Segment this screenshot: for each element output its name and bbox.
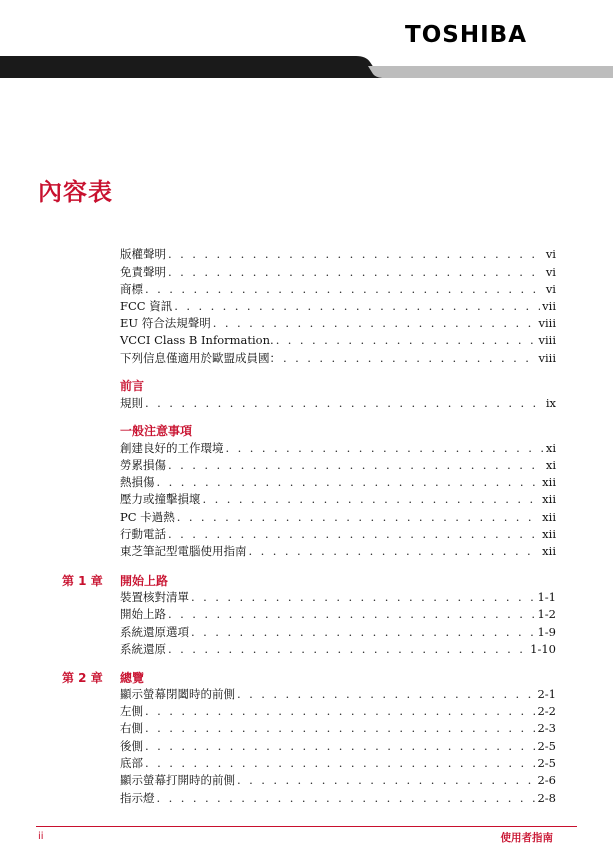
toc-entry[interactable]: 商標 . . . vi [120, 281, 556, 297]
toc-entry[interactable]: 規則 . . . ix [120, 395, 556, 411]
toc-entry[interactable]: 系統還原選項 . . . 1-9 [120, 624, 556, 640]
toc-entry[interactable]: 指示燈 . . . 2-8 [120, 790, 556, 806]
toc-entry[interactable]: 壓力或撞擊損壞 . . . xii [120, 491, 556, 507]
section-heading-preface[interactable]: 前言 [120, 379, 145, 393]
toc-entry[interactable]: 底部 . . . 2-5 [120, 755, 556, 771]
toc-entry[interactable]: 左側 . . . 2-2 [120, 703, 556, 719]
toc-entry[interactable]: 顯示螢幕閉闔時的前側 . . . 2-1 [120, 686, 556, 702]
toc-entry[interactable]: VCCI Class B Information. . . . viii [120, 332, 556, 348]
chapter-2-label: 第 2 章 [62, 671, 103, 685]
toshiba-logo: TOSHIBA [405, 22, 527, 48]
footer-rule [36, 826, 577, 827]
toc-entry[interactable]: EU 符合法規聲明 . . . viii [120, 315, 556, 331]
chapter-1-heading[interactable]: 開始上路 [120, 574, 169, 588]
toc-entry[interactable]: 右側 . . . 2-3 [120, 720, 556, 736]
toc-entry[interactable]: 免責聲明 . . . vi [120, 264, 556, 280]
toc-entry[interactable]: 版權聲明 . . . vi [120, 246, 556, 262]
toc-entry[interactable]: 熱損傷 . . . xii [120, 474, 556, 490]
toc-entry[interactable]: 勞累損傷 . . . xi [120, 457, 556, 473]
toc-entry[interactable]: 顯示螢幕打開時的前側 . . . 2-6 [120, 772, 556, 788]
toc-entry[interactable]: 開始上路 . . . 1-2 [120, 606, 556, 622]
footer-page-number: ii [38, 831, 44, 842]
toc-entry[interactable]: 創建良好的工作環境 . . . xi [120, 440, 556, 456]
toc-entry[interactable]: PC 卡過熱 . . . xii [120, 509, 556, 525]
toc-entry[interactable]: FCC 資訊 . . . vii [120, 298, 556, 314]
footer-guide-title: 使用者指南 [500, 832, 553, 844]
chapter-2-heading[interactable]: 總覽 [120, 671, 145, 685]
toc-entry[interactable]: 行動電話 . . . xii [120, 526, 556, 542]
toc-entry[interactable]: 東芝筆記型電腦使用指南 . . . xii [120, 543, 556, 559]
header-band [0, 54, 613, 80]
section-heading-precautions[interactable]: 一般注意事項 [120, 424, 193, 438]
toc-entry[interactable]: 裝置核對清單 . . . 1-1 [120, 589, 556, 605]
toc-entry[interactable]: 後側 . . . 2-5 [120, 738, 556, 754]
page-title: 內容表 [38, 178, 113, 206]
chapter-1-label: 第 1 章 [62, 574, 103, 588]
toc-entry[interactable]: 下列信息僅適用於歐盟成員國： . . . viii [120, 350, 556, 366]
toc-entry[interactable]: 系統還原 . . . 1-10 [120, 641, 556, 657]
